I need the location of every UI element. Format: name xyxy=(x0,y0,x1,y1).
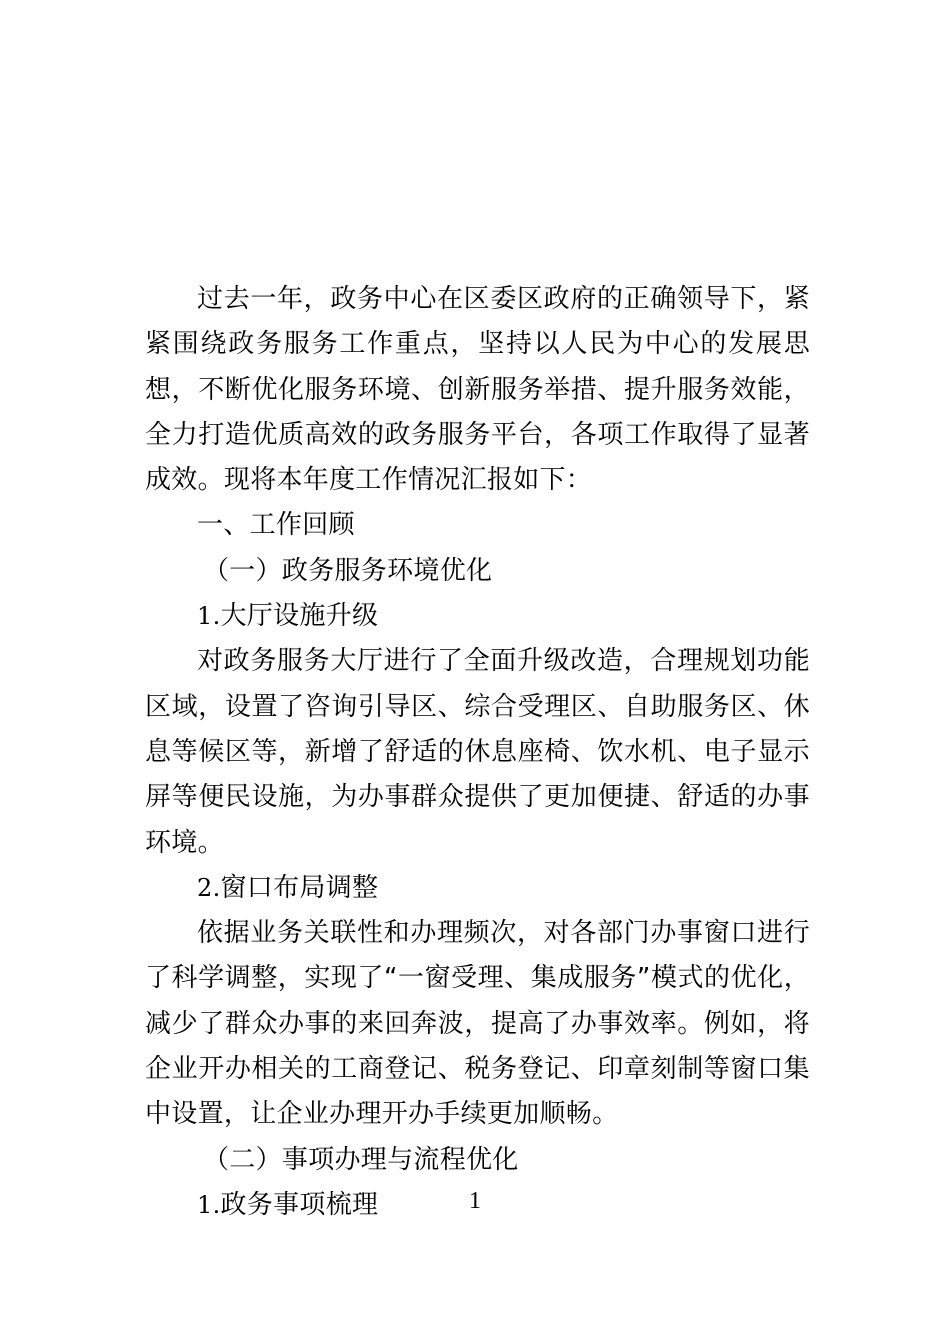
section-heading-work-review: 一、工作回顾 xyxy=(197,510,355,541)
item-number: 2. xyxy=(197,873,221,902)
item-title: 政务事项梳理 xyxy=(220,1189,379,1220)
item-number: 1. xyxy=(197,1190,221,1219)
document-body xyxy=(145,277,810,1228)
intro-paragraph: 过去一年，政务中心在区委区政府的正确领导下，紧紧围绕政务服务工作重点，坚持以人民为中心的发展思想，不断优化服务环境、创新服务举措、提升服务效能，全力打造优质高效的政务服务平台，各项工作取得了显著成效。现将本年度工作情况汇报如下： xyxy=(145,284,810,496)
hall-upgrade-paragraph: 对政务服务大厅进行了全面升级改造，合理规划功能区域，设置了咨询引导区、综合受理区、自助服务区、休息等候区等，新增了舒适的休息座椅、饮水机、电子显示屏等便民设施，为办事群众提供了更加便捷、舒适的办事环境。 xyxy=(145,646,810,858)
window-layout-paragraph: 依据业务关联性和办理频次，对各部门办事窗口进行了科学调整，实现了“一窗受理、集成服务”模式的优化，减少了群众办事的来回奔波，提高了办事效率。例如，将企业开办相关的工商登记、税务登记、印章刻制等窗口集中设置，让企业办理开办手续更加顺畅。 xyxy=(145,918,810,1130)
item-title: 大厅设施升级 xyxy=(220,601,379,632)
subsection-heading-process: （二）事项办理与流程优化 xyxy=(203,1144,519,1175)
item-number: 1. xyxy=(197,602,221,631)
item-heading-hall-upgrade xyxy=(145,594,810,639)
page-number: 1 xyxy=(469,1188,481,1214)
item-title: 窗口布局调整 xyxy=(220,872,379,903)
item-heading-window-layout xyxy=(145,866,810,911)
subsection-heading-environment: （一）政务服务环境优化 xyxy=(203,555,493,586)
